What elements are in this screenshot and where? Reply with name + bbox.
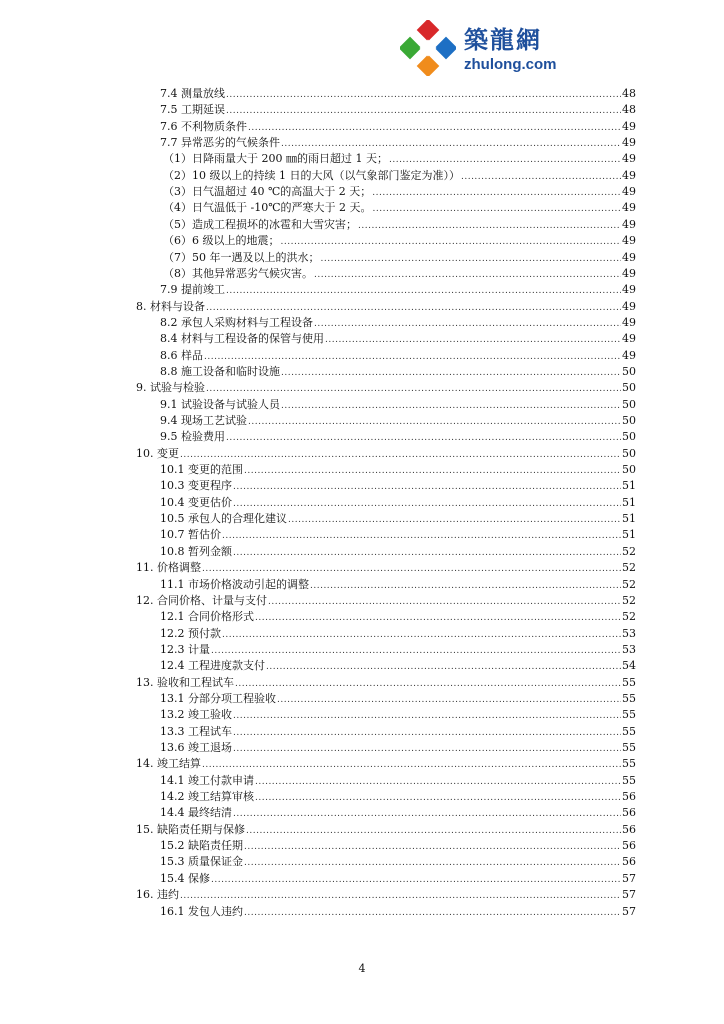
toc-dot-leader: [244, 839, 621, 855]
toc-entry[interactable]: [136, 446, 636, 462]
toc-entry-page: 51: [622, 495, 636, 509]
toc-entry-title: 10.1 变更的范围: [160, 463, 243, 477]
toc-entry[interactable]: [160, 413, 636, 429]
toc-entry[interactable]: [160, 838, 636, 854]
toc-entry-page: 53: [622, 626, 636, 640]
toc-entry-title: 13. 验收和工程试车: [136, 675, 234, 689]
toc-dot-leader: [233, 479, 621, 495]
toc-entry[interactable]: [160, 805, 636, 821]
toc-entry-page: 49: [622, 283, 636, 297]
toc-entry-title: 10. 变更: [136, 446, 179, 460]
toc-entry-page: 55: [622, 691, 636, 705]
toc-dot-leader: [233, 545, 621, 561]
toc-entry-title: （6）6 级以上的地震；: [163, 234, 280, 248]
toc-dot-leader: [226, 87, 621, 103]
toc-entry-title: 10.5 承包人的合理化建议: [160, 512, 287, 526]
toc-entry-title: 9.1 试验设备与试验人员: [160, 397, 280, 411]
toc-dot-leader: [202, 561, 621, 577]
toc-entry-page: 48: [622, 103, 636, 117]
toc-entry-title: 12.1 合同价格形式: [160, 610, 254, 624]
toc-entry-title: 15.2 缺陷责任期: [160, 839, 243, 853]
toc-entry-page: 55: [622, 675, 636, 689]
toc-entry[interactable]: [136, 560, 636, 576]
toc-entry-page: 55: [622, 741, 636, 754]
toc-entry-title: 10.8 暂列金额: [160, 544, 232, 558]
toc-entry[interactable]: [160, 102, 636, 118]
toc-dot-leader: [281, 136, 621, 152]
toc-entry-page: 57: [622, 888, 636, 902]
toc-entry-page: 55: [622, 757, 636, 771]
toc-dot-leader: [248, 120, 621, 136]
toc-entry[interactable]: [160, 658, 636, 674]
toc-dot-leader: [389, 152, 621, 168]
toc-entry-title: （3）日气温超过 40 ℃的高温大于 2 天；: [163, 185, 372, 199]
toc-dot-leader: [233, 806, 621, 822]
brand-name-en: zhulong.com: [464, 56, 557, 73]
toc-dot-leader: [281, 365, 621, 381]
toc-dot-leader: [277, 692, 621, 708]
toc-entry[interactable]: [163, 200, 636, 216]
toc-dot-leader: [244, 905, 621, 921]
toc-entry[interactable]: [160, 429, 636, 445]
toc-entry-title: （4）日气温低于 -10℃的严寒大于 2 天。: [163, 201, 372, 215]
toc-entry[interactable]: [160, 691, 636, 707]
toc-entry-page: 51: [622, 479, 636, 493]
toc-dot-leader: [246, 823, 621, 839]
toc-entry-page: 50: [622, 397, 636, 411]
toc-entry[interactable]: [160, 724, 636, 740]
toc-entry-title: 13.6 竣工退场: [160, 741, 232, 754]
toc-entry-title: 12.4 工程进度款支付: [160, 659, 265, 673]
toc-dot-leader: [202, 757, 621, 773]
toc-entry-page: 49: [622, 234, 636, 248]
toc-entry-page: 56: [622, 790, 636, 804]
toc-entry-page: 49: [622, 315, 636, 329]
toc-entry-title: 7.5 工期延误: [160, 103, 225, 117]
toc-dot-leader: [226, 103, 621, 119]
toc-entry-title: 7.9 提前竣工: [160, 283, 225, 297]
toc-dot-leader: [180, 888, 621, 904]
zhulong-logo-icon: [400, 20, 456, 76]
toc-entry-title: 14. 竣工结算: [136, 757, 201, 771]
toc-entry-page: 52: [622, 544, 636, 558]
toc-entry-title: 9.4 现场工艺试验: [160, 414, 247, 427]
toc-entry[interactable]: [136, 675, 636, 691]
toc-entry-title: 7.7 异常恶劣的气候条件: [160, 136, 280, 150]
toc-entry[interactable]: [136, 593, 636, 609]
toc-dot-leader: [222, 528, 621, 544]
toc-entry-page: 49: [622, 201, 636, 215]
toc-entry[interactable]: [163, 184, 636, 200]
toc-dot-leader: [255, 790, 621, 806]
toc-entry-title: 10.3 变更程序: [160, 479, 232, 493]
toc-dot-leader: [206, 300, 621, 316]
toc-dot-leader: [206, 381, 621, 397]
toc-entry[interactable]: [160, 348, 636, 364]
toc-entry-title: 11. 价格调整: [136, 561, 201, 575]
toc-entry[interactable]: [160, 478, 636, 494]
toc-dot-leader: [281, 398, 621, 414]
toc-entry-page: 57: [622, 871, 636, 885]
toc-dot-leader: [233, 496, 621, 512]
toc-entry-title: 9. 试验与检验: [136, 381, 205, 395]
toc-entry-page: 52: [622, 577, 636, 591]
toc-dot-leader: [266, 659, 621, 675]
toc-entry-page: 49: [622, 152, 636, 166]
toc-entry[interactable]: [160, 871, 636, 887]
toc-entry[interactable]: [160, 462, 636, 478]
toc-entry[interactable]: [136, 380, 636, 396]
toc-dot-leader: [288, 512, 621, 528]
toc-dot-leader: [325, 332, 621, 348]
toc-dot-leader: [314, 267, 621, 283]
toc-entry-page: 49: [622, 250, 636, 264]
toc-entry-page: 48: [622, 87, 636, 100]
toc-entry-title: 16. 违约: [136, 888, 179, 902]
toc-entry-title: 8.6 样品: [160, 348, 203, 362]
toc-entry[interactable]: [160, 642, 636, 658]
toc-entry-page: 49: [622, 217, 636, 231]
toc-entry[interactable]: [160, 904, 636, 920]
toc-entry[interactable]: [160, 495, 636, 511]
toc-entry-page: 49: [622, 119, 636, 133]
toc-entry-title: 15.4 保修: [160, 871, 210, 885]
toc-entry-title: （1）日降雨量大于 200 ㎜的雨日超过 1 天；: [163, 152, 388, 166]
toc-dot-leader: [310, 578, 621, 594]
toc-entry[interactable]: [160, 315, 636, 331]
toc-dot-leader: [244, 463, 621, 479]
toc-entry-title: 12.3 计量: [160, 642, 210, 656]
toc-entry[interactable]: [160, 511, 636, 527]
toc-dot-leader: [226, 430, 621, 446]
toc-entry-title: 13.2 竣工验收: [160, 708, 232, 722]
toc-entry-title: 8.2 承包人采购材料与工程设备: [160, 315, 313, 329]
toc-entry-title: （2）10 级以上的持续 1 日的大风（以气象部门鉴定为准））: [163, 168, 460, 182]
toc-entry[interactable]: [163, 266, 636, 282]
toc-entry-page: 49: [622, 332, 636, 346]
toc-entry[interactable]: [160, 544, 636, 560]
toc-entry-page: 49: [622, 266, 636, 280]
toc-dot-leader: [204, 349, 621, 365]
toc-entry-page: 49: [622, 348, 636, 362]
toc-entry-title: （8）其他异常恶劣气候灾害。: [163, 266, 313, 280]
toc-dot-leader: [281, 234, 622, 250]
toc-entry-page: 56: [622, 839, 636, 853]
toc-dot-leader: [321, 251, 622, 267]
toc-entry[interactable]: [163, 151, 636, 167]
toc-entry-page: 53: [622, 642, 636, 656]
toc-entry-page: 56: [622, 806, 636, 820]
toc-entry-title: 10.7 暂估价: [160, 528, 221, 542]
toc-entry-page: 49: [622, 136, 636, 150]
toc-entry-title: 16.1 发包人违约: [160, 904, 243, 918]
toc-dot-leader: [255, 610, 621, 626]
toc-entry-title: 14.2 竣工结算审核: [160, 790, 254, 804]
toc-entry-title: 15. 缺陷责任期与保修: [136, 822, 245, 836]
toc-dot-leader: [233, 725, 621, 741]
toc-entry[interactable]: [163, 217, 636, 233]
toc-dot-leader: [358, 218, 621, 234]
toc-entry-title: （7）50 年一遇及以上的洪水；: [163, 250, 320, 264]
toc-entry[interactable]: [160, 577, 636, 593]
toc-entry-title: 13.1 分部分项工程验收: [160, 691, 276, 705]
toc-entry-page: 55: [622, 724, 636, 738]
toc-entry-page: 55: [622, 773, 636, 787]
toc-entry-page: 50: [622, 463, 636, 477]
toc-entry[interactable]: [160, 86, 636, 102]
toc-entry-title: 11.1 市场价格波动引起的调整: [160, 577, 309, 591]
toc-entry-page: 50: [622, 381, 636, 395]
toc-entry[interactable]: [160, 740, 636, 756]
toc-entry-title: 8.8 施工设备和临时设施: [160, 364, 280, 378]
toc-entry[interactable]: [136, 887, 636, 903]
toc-entry[interactable]: [160, 135, 636, 151]
zhulong-logo: [400, 14, 580, 80]
toc-entry-page: 54: [622, 659, 636, 673]
toc-entry-page: 52: [622, 610, 636, 624]
toc-entry[interactable]: [163, 168, 636, 184]
brand-name-cn: 築龍網: [464, 26, 542, 54]
toc-dot-leader: [211, 643, 621, 659]
toc-entry-title: 14.1 竣工付款申请: [160, 773, 254, 787]
toc-entry[interactable]: [136, 299, 636, 315]
toc-dot-leader: [248, 414, 621, 430]
toc-entry-title: 15.3 质量保证金: [160, 855, 243, 869]
toc-dot-leader: [226, 283, 621, 299]
toc-dot-leader: [268, 594, 621, 610]
toc-entry-title: 8.4 材料与工程设备的保管与使用: [160, 332, 324, 346]
toc-entry[interactable]: [160, 609, 636, 625]
toc-entry-title: 7.6 不利物质条件: [160, 119, 247, 133]
toc-dot-leader: [255, 774, 621, 790]
toc-entry-title: （5）造成工程损坏的冰雹和大雪灾害；: [163, 217, 357, 231]
toc-entry-page: 50: [622, 446, 636, 460]
toc-entry[interactable]: [160, 527, 636, 543]
toc-entry[interactable]: [160, 119, 636, 135]
toc-entry[interactable]: [163, 233, 636, 249]
toc-entry-title: 7.4 测量放线: [160, 87, 225, 100]
toc-entry-title: 8. 材料与设备: [136, 299, 205, 313]
toc-entry-page: 55: [622, 708, 636, 722]
toc-dot-leader: [233, 741, 621, 757]
toc-entry-page: 56: [622, 855, 636, 869]
toc-entry-title: 14.4 最终结清: [160, 806, 232, 820]
toc-entry-page: 51: [622, 528, 636, 542]
page-number: 4: [358, 962, 366, 975]
toc-entry-page: 52: [622, 593, 636, 607]
toc-dot-leader: [180, 447, 621, 463]
toc-entry-page: 51: [622, 512, 636, 526]
toc-entry[interactable]: [160, 331, 636, 347]
toc-entry-page: 49: [622, 168, 636, 182]
toc-entry-page: 50: [622, 430, 636, 444]
toc-entry-title: 9.5 检验费用: [160, 430, 225, 444]
toc-entry[interactable]: [160, 626, 636, 642]
toc-entry[interactable]: [160, 397, 636, 413]
toc-entry-page: 50: [622, 364, 636, 378]
toc-entry[interactable]: [160, 773, 636, 789]
toc-dot-leader: [373, 201, 621, 217]
toc-entry-page: 50: [622, 414, 636, 427]
toc-dot-leader: [372, 185, 621, 201]
toc-entry[interactable]: [160, 789, 636, 805]
toc-dot-leader: [461, 169, 621, 185]
toc-entry[interactable]: [160, 707, 636, 723]
toc-dot-leader: [235, 676, 621, 692]
toc-entry[interactable]: [160, 854, 636, 870]
toc-entry-title: 10.4 变更估价: [160, 495, 232, 509]
toc-dot-leader: [233, 708, 621, 724]
toc-entry-page: 56: [622, 822, 636, 836]
toc-entry-page: 49: [622, 299, 636, 313]
toc-dot-leader: [222, 627, 621, 643]
toc-entry-title: 12. 合同价格、计量与支付: [136, 593, 267, 607]
toc-entry[interactable]: [163, 250, 636, 266]
toc-entry[interactable]: [160, 282, 636, 298]
toc-entry[interactable]: [136, 756, 636, 772]
toc-entry-title: 13.3 工程试车: [160, 724, 232, 738]
toc-dot-leader: [244, 855, 621, 871]
toc-dot-leader: [211, 872, 621, 888]
toc-entry-page: 57: [622, 904, 636, 918]
toc-entry-page: 52: [622, 561, 636, 575]
toc-entry-page: 49: [622, 185, 636, 199]
toc-dot-leader: [314, 316, 621, 332]
toc-entry[interactable]: [160, 364, 636, 380]
toc-entry[interactable]: [136, 822, 636, 838]
toc-entry-title: 12.2 预付款: [160, 626, 221, 640]
